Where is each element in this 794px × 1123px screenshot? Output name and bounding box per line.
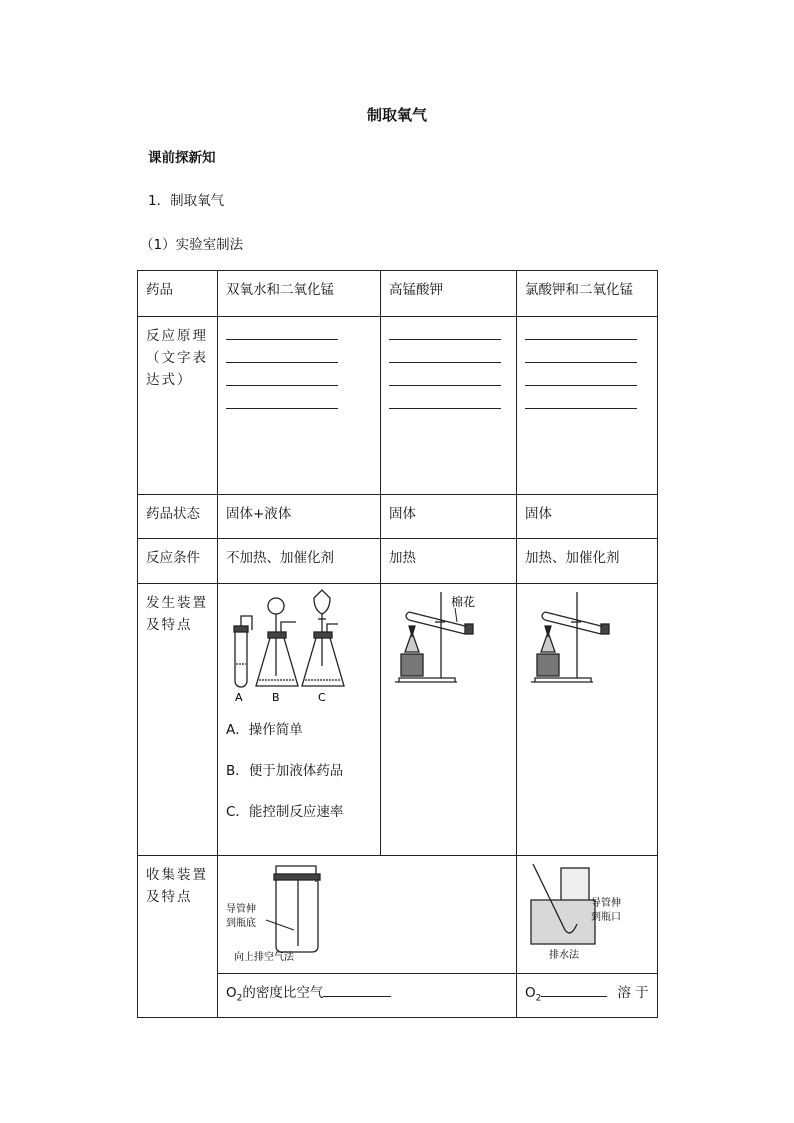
- cotton-label: 棉花: [451, 595, 476, 609]
- solubility-text: 溶 于: [617, 985, 649, 1001]
- cell-apparatus-3: [517, 584, 658, 856]
- page-title: 制取氧气: [366, 106, 427, 124]
- answer-blank[interactable]: [389, 362, 501, 363]
- cell-condition-label: 反应条件: [138, 539, 218, 584]
- o2-symbol: O: [226, 985, 237, 1001]
- cell-apparatus-2: [381, 584, 517, 856]
- cell-drug-h2o2: 双氧水和二氧化锰: [218, 271, 381, 317]
- water-caption: 排水法: [549, 950, 579, 961]
- cell-state-1: 固体+液体: [218, 495, 381, 539]
- cell-condition-3: 加热、加催化剂: [517, 539, 658, 584]
- cell-principle-2[interactable]: [381, 317, 517, 495]
- cell-state-label: 药品状态: [138, 495, 218, 539]
- option-b: B．便于加液体药品: [226, 763, 344, 779]
- answer-blank[interactable]: [541, 982, 607, 997]
- answer-blank[interactable]: [226, 362, 338, 363]
- air-label-1: 导管伸: [226, 904, 256, 915]
- cell-apparatus-label: 发生装置及特点: [138, 584, 218, 856]
- cell-principle-3[interactable]: [517, 317, 658, 495]
- section-heading: 课前探新知: [148, 150, 216, 166]
- apparatus-letter-c: C: [318, 691, 326, 704]
- oxygen-prep-table: [137, 270, 658, 1018]
- row-drug: [138, 271, 658, 317]
- o2-symbol: O: [525, 985, 536, 1001]
- air-label-2: 到瓶底: [226, 918, 256, 929]
- cell-drug-kmno4: 高锰酸钾: [381, 271, 517, 317]
- answer-blank[interactable]: [389, 385, 501, 386]
- cell-state-3: 固体: [517, 495, 658, 539]
- option-a: A．操作简单: [226, 722, 303, 738]
- water-displacement-figure: [525, 860, 649, 964]
- cell-principle-1[interactable]: [218, 317, 381, 495]
- kclo3-heating-figure: [525, 586, 643, 686]
- water-label-2: 到瓶口: [591, 912, 621, 923]
- answer-blank[interactable]: [525, 362, 637, 363]
- o2-subscript: 2: [236, 993, 243, 1004]
- water-label-1: 导管伸: [591, 898, 621, 909]
- air-caption: 向上排空气法: [234, 952, 294, 963]
- answer-blank[interactable]: [389, 408, 501, 409]
- row-apparatus: [138, 584, 658, 856]
- answer-blank[interactable]: [226, 408, 338, 409]
- answer-blank[interactable]: [226, 339, 338, 340]
- cell-condition-2: 加热: [381, 539, 517, 584]
- cell-apparatus-1: [218, 584, 381, 856]
- row-state: [138, 495, 658, 539]
- apparatus-letter-a: A: [235, 691, 243, 704]
- cell-drug-label: 药品: [138, 271, 218, 317]
- answer-blank[interactable]: [525, 339, 637, 340]
- answer-blank[interactable]: [389, 339, 501, 340]
- answer-blank[interactable]: [525, 385, 637, 386]
- cell-collect-label: 收集装置及特点: [138, 856, 218, 1018]
- cell-drug-kclo3: 氯酸钾和二氧化锰: [517, 271, 658, 317]
- answer-blank[interactable]: [226, 385, 338, 386]
- answer-blank[interactable]: [323, 982, 391, 997]
- answer-blank[interactable]: [525, 408, 637, 409]
- gas-generator-figure: [226, 586, 346, 704]
- item-heading-2: （1）实验室制法: [140, 237, 244, 253]
- cell-collect-water: [517, 856, 658, 974]
- row-principle: [138, 317, 658, 495]
- cell-collect-solubility[interactable]: [517, 974, 658, 1018]
- upward-air-collection-figure: [226, 860, 356, 964]
- cell-condition-1: 不加热、加催化剂: [218, 539, 381, 584]
- kmno4-heating-figure: [389, 586, 507, 686]
- row-condition: [138, 539, 658, 584]
- apparatus-letter-b: B: [272, 691, 280, 704]
- density-text: 的密度比空气: [242, 985, 324, 1001]
- row-collect-figures: [138, 856, 658, 974]
- cell-state-2: 固体: [381, 495, 517, 539]
- cell-collect-density[interactable]: [218, 974, 517, 1018]
- item-heading-1: 1．制取氧气: [148, 193, 225, 209]
- cell-principle-label: 反应原理（文字表达式）: [138, 317, 218, 495]
- cell-collect-air: [218, 856, 517, 974]
- option-c: C．能控制反应速率: [226, 804, 344, 820]
- o2-subscript: 2: [535, 993, 542, 1004]
